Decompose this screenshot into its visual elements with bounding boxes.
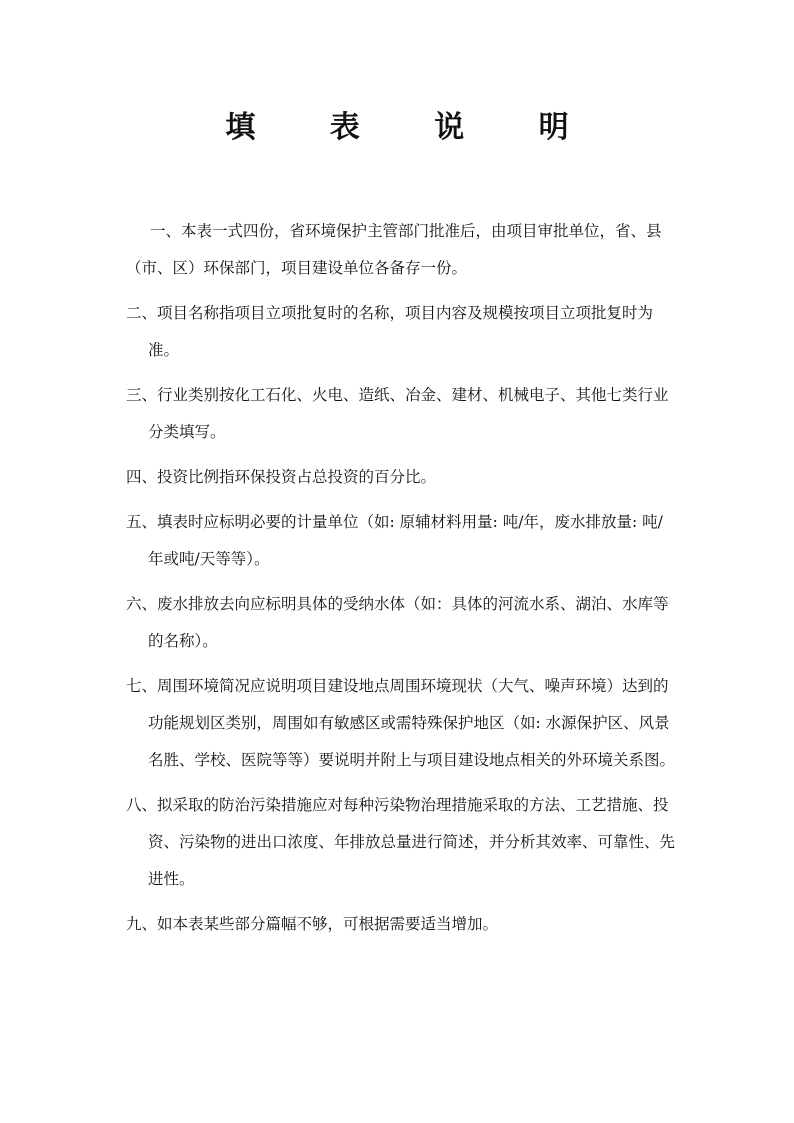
instruction-item-5: 五、填表时应标明必要的计量单位（如: 原辅材料用量: 吨/年，废水排放量: 吨/年或吨/天等等）。 bbox=[126, 513, 663, 568]
instruction-item-1: 一、本表一式四份，省环境保护主管部门批准后，由项目审批单位，省、县（市、区）环保部门，项目建设单位各备存一份。 bbox=[126, 222, 662, 277]
page-title: 填 表 说 明 bbox=[225, 110, 601, 145]
instructions-body bbox=[126, 213, 678, 951]
instruction-item-7: 七、周围环境简况应说明项目建设地点周围环境现状（大气、噪声环境）达到的功能规划区类别，周围如有敏感区或需特殊保护地区（如: 水源保护区、风景名胜、学校、医院等等）要说明并附上与项目建设地点相关的外环境关系图。 bbox=[126, 677, 676, 769]
instruction-item-9: 九、如本表某些部分篇幅不够，可根据需要适当增加。 bbox=[126, 915, 499, 933]
instruction-item-8: 八、拟采取的防治污染措施应对每种污染物治理措施采取的方法、工艺措施、投资、污染物的进出口浓度、年排放总量进行简述，并分析其效率、可靠性、先进性。 bbox=[126, 796, 676, 888]
instruction-item-3: 三、行业类别按化工石化、火电、造纸、冶金、建材、机械电子、其他七类行业分类填写。 bbox=[126, 386, 669, 441]
instruction-item-2: 二、项目名称指项目立项批复时的名称，项目内容及规模按项目立项批复时为准。 bbox=[126, 304, 654, 359]
instruction-item-6: 六、废水排放去向应标明具体的受纳水体（如：具体的河流水系、湖泊、水库等的名称）。 bbox=[126, 595, 669, 650]
instruction-item-4: 四、投资比例指环保投资占总投资的百分比。 bbox=[126, 468, 437, 486]
